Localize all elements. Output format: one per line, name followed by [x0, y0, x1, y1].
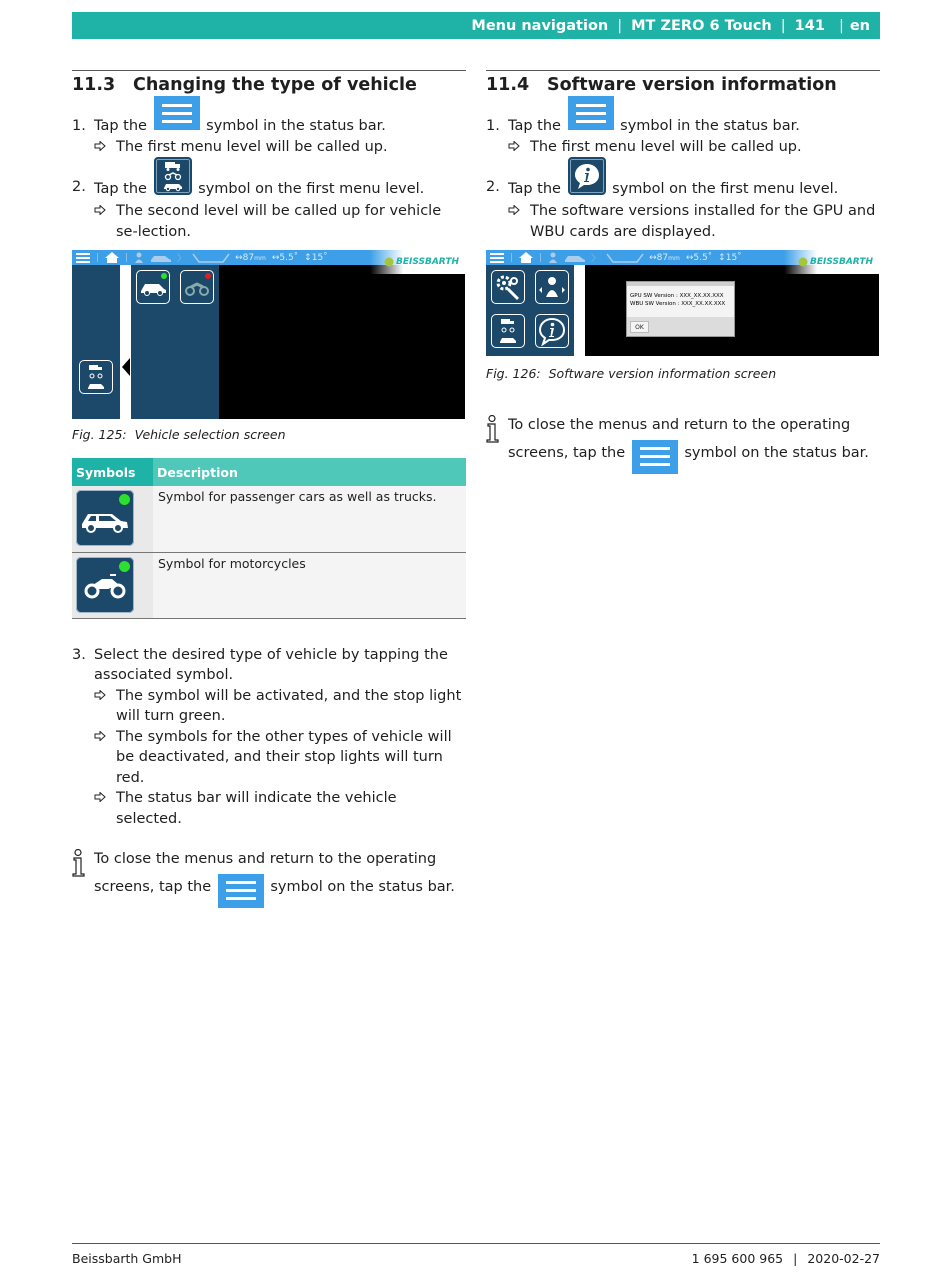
figure-label: Fig. 126: [486, 366, 541, 381]
panel-divider [574, 265, 585, 356]
axle-icon [605, 252, 645, 264]
section-title: Changing the type of vehicle [133, 75, 417, 95]
step-number: 2. [72, 179, 86, 195]
stop-light-green [119, 561, 130, 572]
info-note [72, 849, 466, 904]
settings-tools-button[interactable] [491, 270, 525, 304]
stop-light-green [161, 273, 167, 279]
step-3 [72, 645, 466, 686]
step-result [486, 201, 880, 242]
figure-caption [486, 366, 880, 381]
step-result [72, 788, 466, 829]
readout-tilt: ↕15˚ [304, 252, 328, 263]
menu-icon [76, 253, 90, 263]
figure-title: Vehicle selection screen [134, 427, 286, 442]
step-number: 2. [486, 179, 500, 195]
step-text-end: symbol in the status bar. [620, 118, 800, 134]
screen-status-bar: | | 〉 ↔87mm ↔5.5˚ ↕15˚ BEISSBARTH [486, 250, 879, 265]
symbols-table [72, 458, 466, 619]
result-text: The status bar will indicate the vehicle selected. [116, 790, 397, 827]
vehicle-selection-screenshot [72, 250, 465, 419]
header-separator: | [838, 17, 844, 34]
section-number: 11.4 [486, 75, 530, 95]
wbu-version: WBU SW Version : XXX_XX.XX.XXX [630, 301, 726, 307]
menu-icon [568, 96, 614, 130]
note-text-end: symbol on the status bar. [684, 444, 869, 461]
figure-title: Software version information screen [548, 366, 777, 381]
menu-icon [154, 96, 200, 130]
result-arrow-icon [94, 727, 108, 748]
stop-light-red [205, 273, 211, 279]
step-result [72, 727, 466, 789]
result-arrow-icon [94, 201, 108, 222]
result-text: The symbols for the other types of vehicle will be deactivated, and their stop lights will turn red. [116, 728, 452, 786]
panel-divider [120, 265, 131, 419]
footer-info [692, 1251, 880, 1266]
menu-icon [218, 874, 264, 908]
readout-angle: ↔5.5˚ [271, 252, 299, 263]
step-result [72, 686, 466, 727]
step-2 [486, 177, 880, 201]
axle-icon [191, 252, 231, 264]
screen-status-bar: | | 〉 ↔87mm ↔5.5˚ ↕15˚ BEISSBARTH [72, 250, 465, 265]
readout-distance: ↔87 [235, 252, 255, 263]
result-text: The first menu level will be called up. [530, 138, 802, 155]
step-number: 1. [72, 118, 86, 134]
section-title: Software version information [547, 75, 837, 95]
step-result [72, 137, 466, 158]
home-icon [519, 252, 533, 263]
result-arrow-icon [94, 788, 108, 809]
motorcycle-button[interactable] [180, 270, 214, 304]
page-header [72, 12, 880, 39]
column-header-description: Description [153, 458, 466, 486]
result-arrow-icon [94, 137, 108, 158]
footer-separator: | [793, 1251, 798, 1266]
table-header-row [72, 458, 466, 486]
symbol-cell [72, 486, 153, 552]
header-separator: | [617, 17, 623, 34]
first-menu-panel [72, 265, 120, 419]
symbol-cell [72, 552, 153, 618]
info-note [486, 415, 880, 470]
step-text-start: Tap the [94, 181, 147, 197]
info-icon [486, 415, 500, 450]
menu-icon [490, 253, 504, 263]
user-button[interactable] [535, 270, 569, 304]
person-icon [548, 252, 558, 263]
info-button[interactable] [535, 314, 569, 348]
brand-logo [370, 250, 465, 274]
step-1 [72, 116, 466, 137]
vehicle-type-button[interactable] [79, 360, 113, 394]
step-number: 1. [486, 118, 500, 134]
software-version-screenshot [486, 250, 879, 356]
readout-unit: mm [254, 254, 266, 262]
version-dialog-text [627, 286, 734, 308]
note-text-start: To close the menus and return to the operating screens, tap the [94, 851, 437, 895]
brand-name: BEISSBARTH [395, 257, 459, 267]
table-row [72, 486, 466, 552]
stop-light-green [119, 494, 130, 505]
right-column [486, 70, 880, 470]
result-text: The symbol will be activated, and the stop light will turn green. [116, 687, 462, 724]
note-text-start: To close the menus and return to the operating screens, tap the [508, 417, 851, 461]
description-cell: Symbol for motorcycles [153, 552, 466, 618]
footer-rule [72, 1243, 880, 1244]
figure-caption [72, 427, 466, 442]
header-section: Menu navigation [471, 17, 609, 34]
collapse-arrow-icon [122, 358, 130, 376]
result-text: The first menu level will be called up. [116, 138, 388, 155]
readout-tilt: ↕15˚ [718, 252, 742, 263]
step-text-end: symbol on the first menu level. [198, 181, 425, 197]
motorcycle-icon [76, 557, 134, 613]
step-result [72, 201, 466, 242]
ok-button[interactable]: OK [630, 321, 649, 333]
description-cell: Symbol for passenger cars as well as trucks. [153, 486, 466, 552]
step-1 [486, 116, 880, 137]
car-icon [76, 490, 134, 546]
footer-date: 2020-02-27 [807, 1251, 880, 1266]
passenger-car-button[interactable] [136, 270, 170, 304]
table-row [72, 552, 466, 618]
section-number: 11.3 [72, 75, 116, 95]
step-2 [72, 177, 466, 201]
result-text: The software versions installed for the GPU and WBU cards are displayed. [530, 203, 876, 240]
step-text-start: Tap the [94, 118, 147, 134]
result-arrow-icon [508, 137, 522, 158]
result-arrow-icon [508, 201, 522, 222]
car-status-icon [150, 253, 172, 263]
readout-unit: mm [668, 254, 680, 262]
step-text-end: symbol in the status bar. [206, 118, 386, 134]
person-icon [134, 252, 144, 263]
column-header-symbols: Symbols [72, 458, 153, 486]
step-text-start: Tap the [508, 118, 561, 134]
info-icon [72, 849, 86, 884]
version-dialog [626, 281, 735, 337]
step-text: Select the desired type of vehicle by tapping the associated symbol. [94, 646, 448, 683]
step-result [486, 137, 880, 158]
vehicle-type-button[interactable] [491, 314, 525, 348]
step-text-start: Tap the [508, 181, 561, 197]
section-heading [72, 70, 466, 106]
result-arrow-icon [94, 686, 108, 707]
vehicle-type-icon [154, 157, 192, 195]
header-language: en [849, 17, 870, 34]
readout-angle: ↔5.5˚ [685, 252, 713, 263]
step-text-end: symbol on the first menu level. [612, 181, 839, 197]
note-text-end: symbol on the status bar. [270, 878, 455, 895]
step-number: 3. [72, 646, 86, 663]
footer-company: Beissbarth GmbH [72, 1251, 182, 1266]
info-bubble-icon [568, 157, 606, 195]
section-heading [486, 70, 880, 106]
brand-logo [784, 250, 879, 274]
header-page-number: 141 [794, 17, 825, 34]
result-text: The second level will be called up for vehicle se-lection. [116, 203, 442, 240]
car-status-icon [564, 253, 586, 263]
header-separator: | [780, 17, 786, 34]
gpu-version: GPU SW Version : XXX_XX.XX.XXX [630, 293, 724, 299]
home-icon [105, 252, 119, 263]
header-product: MT ZERO 6 Touch [631, 17, 772, 34]
brand-name: BEISSBARTH [809, 257, 873, 267]
figure-label: Fig. 125: [72, 427, 127, 442]
left-column [72, 70, 466, 904]
footer-doc-number: 1 695 600 965 [691, 1251, 784, 1266]
readout-distance: ↔87 [649, 252, 669, 263]
menu-icon [632, 440, 678, 474]
